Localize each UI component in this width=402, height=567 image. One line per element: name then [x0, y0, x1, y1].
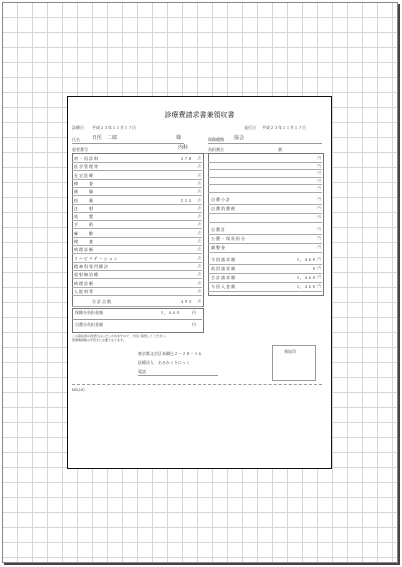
clinic-address: 東京都文京区本駒込２－２８－１６ [138, 351, 202, 356]
amount-row-yen: 円 [317, 235, 321, 240]
points-row-unit: 点 [197, 230, 201, 235]
amount-blank-row [208, 184, 322, 193]
points-row-label: 麻 酔 [74, 230, 94, 236]
amount-row-yen: 円 [317, 283, 321, 288]
points-row-label: 在宅医療 [74, 172, 94, 178]
points-row-unit: 点 [197, 272, 201, 277]
points-total-value: ４９３ [180, 299, 192, 305]
receipt-document [67, 96, 332, 469]
insurance-burden-value: １，４６０ [160, 310, 180, 315]
department: 内科 [178, 145, 189, 151]
name-label: 氏名 [72, 137, 80, 142]
amount-row-label: 公費・保負担分 [211, 235, 246, 241]
burden-unit: 割 [278, 147, 282, 152]
points-row-label: 画 像 [74, 189, 94, 195]
burden-label: 負担割合 [208, 147, 224, 152]
insurer: 協会 [234, 135, 245, 141]
amount-row-yen: 円 [317, 244, 321, 249]
points-row-label: 注 射 [74, 205, 94, 211]
issue-date: 平成２３年１１月１７日 [262, 125, 306, 130]
insurance-burden-yen: 円 [192, 310, 196, 315]
amount-row [208, 243, 322, 253]
amount-row-yen: 円 [317, 178, 321, 183]
amount-row-yen: 円 [317, 265, 321, 270]
points-row-unit: 点 [197, 189, 201, 194]
points-row-unit: 点 [197, 164, 201, 169]
points-total-row [72, 297, 202, 307]
points-row-label: 処 置 [74, 214, 94, 220]
visit-date-label: 診療日 [72, 125, 84, 130]
points-row-unit: 点 [197, 205, 201, 210]
points-row-unit: 点 [197, 180, 201, 185]
amount-row-yen: 円 [317, 214, 321, 219]
points-row-unit: 点 [197, 263, 201, 268]
points-row-label: 投 薬 [74, 197, 94, 203]
points-row-label: 初・再診料 [74, 156, 99, 161]
points-row-label: 病理診断 [74, 247, 94, 253]
document-title: 診療費請求書兼領収書 [164, 111, 235, 119]
amount-row-yen: 円 [317, 156, 321, 160]
amount-row-yen: 円 [317, 205, 321, 210]
amount-row-label: 合計請求額 [211, 274, 236, 280]
points-row-value: ２１５ [180, 197, 192, 203]
points-row-label: 手 術 [74, 222, 94, 228]
stamp-label: 領収印 [284, 349, 296, 354]
points-row-label: 病理診断 [74, 280, 94, 286]
points-row-unit: 点 [197, 214, 201, 219]
footer-code: NO(10) [72, 388, 85, 392]
self-burden-label: 自費分負担金額 [75, 322, 103, 327]
amount-row-value: １，４６０ [296, 256, 316, 262]
points-row-label: 精神科専門療法 [74, 263, 109, 269]
issue-date-label: 発行日 [244, 125, 256, 130]
amount-row-label: 前回請求額 [211, 265, 236, 271]
clinic-phone-label: 電話 [138, 369, 146, 374]
points-row-unit: 点 [197, 288, 201, 293]
patient-name: 日医 二郎 [92, 135, 118, 141]
points-row-value: ２７８ [180, 156, 192, 161]
amount-row-label: 自費消費税 [211, 205, 236, 211]
amount-row-value: １，４６０ [296, 283, 316, 289]
points-row-label: 入院料等 [74, 288, 94, 294]
points-row-label: 検 査 [74, 239, 94, 244]
points-row-unit: 点 [197, 222, 201, 227]
points-row-unit: 点 [197, 255, 201, 260]
points-row-unit: 点 [197, 156, 201, 160]
points-row-label: リハビリテーション [74, 255, 119, 261]
patient-id-label: 患者番号 [72, 147, 88, 152]
amount-row-yen: 円 [317, 256, 321, 261]
amount-row [208, 282, 322, 292]
points-row-unit: 点 [197, 172, 201, 177]
points-total-unit: 点 [197, 299, 201, 304]
amount-row-label: 今回請求額 [211, 256, 236, 262]
note-2: 医療費控除の手続きに必要となります。 [72, 338, 126, 342]
amount-row-yen: 円 [317, 196, 321, 201]
points-row-unit: 点 [197, 197, 201, 202]
amount-row-label: 調整金 [211, 244, 226, 250]
note-1: この領収書の再発行はいたしかねますので、大切に保管してください。 [72, 334, 168, 338]
amount-row-yen: 円 [317, 186, 321, 190]
honorific: 様 [176, 135, 182, 141]
amount-row [208, 213, 322, 223]
points-row-label: 検 査 [74, 180, 94, 186]
insurer-label: 保険種類 [208, 137, 224, 142]
amount-row-yen: 円 [317, 163, 321, 168]
amount-row-label: 自費計 [211, 226, 226, 232]
amount-row-yen: 円 [317, 274, 321, 279]
points-row-unit: 点 [197, 247, 201, 252]
points-row-unit: 点 [197, 280, 201, 285]
points-total-label: 合計点数 [92, 299, 112, 305]
insurance-burden-label: 保険分負担金額 [75, 310, 103, 315]
amount-row-value: ０ [312, 265, 316, 271]
amount-row-value: １，４６０ [296, 274, 316, 280]
visit-date: 平成２３年１１月１７日 [92, 125, 136, 130]
amount-row-yen: 円 [317, 226, 321, 231]
points-row-label: 医学管理等 [74, 164, 99, 170]
self-burden-yen: 円 [192, 322, 196, 327]
clinic-name: 医療法人 おるかくりにっく [138, 360, 190, 365]
amount-row-label: 自費小計 [211, 196, 231, 202]
amount-row-yen: 円 [317, 171, 321, 175]
points-row-unit: 点 [197, 239, 201, 243]
points-row-label: 放射線治療 [74, 272, 99, 278]
points-row [72, 287, 202, 296]
amount-row-label: 今回入金額 [211, 283, 236, 289]
